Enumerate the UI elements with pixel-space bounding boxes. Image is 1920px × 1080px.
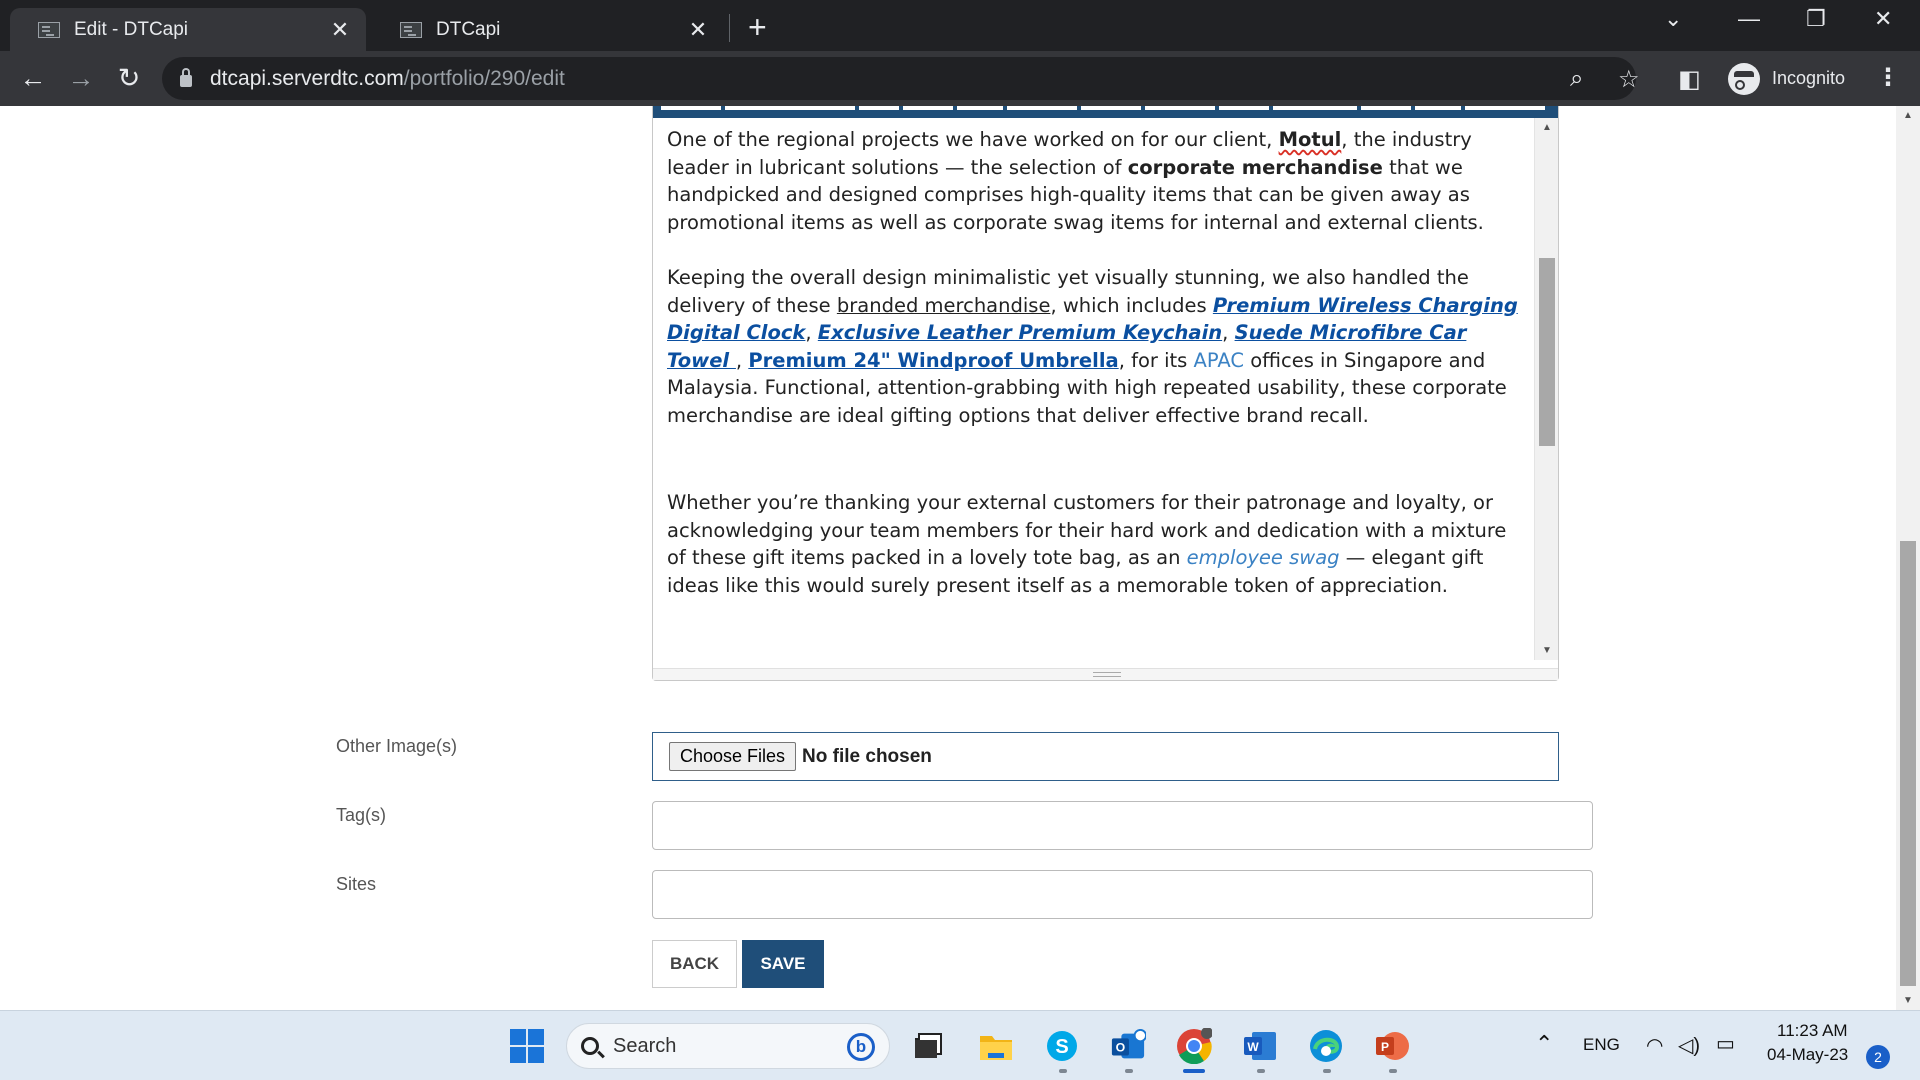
tab-edit-dtcapi[interactable]: [10, 8, 366, 51]
editor-paragraph-2: Keeping the overall design minimalistic yet visually stunning, we also handled the delivery of these branded merchandise, which includes Premium Wireless Charging Digital Clock, Exclusive Leather Premium Keychain, Suede Microfibre Car Towel , Premium 24" Windproof Umbrella, for its APAC offices in Singapore and Malaysia. Functional, attention-grabbing with high repeated usability, these corporate merchandise are ideal gifting options that deliver effective brand recall.: [667, 266, 1518, 427]
volume-icon[interactable]: ◁): [1678, 1035, 1701, 1057]
search-icon: [581, 1037, 599, 1055]
employee-swag-link[interactable]: employee swag: [1186, 546, 1340, 569]
page-scroll-down-icon[interactable]: ▼: [1903, 995, 1913, 1006]
client-name: Motul: [1278, 128, 1342, 151]
svg-text:S: S: [1055, 1036, 1069, 1058]
chrome-icon[interactable]: [1176, 1028, 1212, 1064]
url-host: dtcapi.serverdtc.com: [210, 66, 404, 90]
windows-taskbar: [0, 1010, 1920, 1080]
browser-toolbar: [0, 51, 1920, 106]
site-favicon-icon: [38, 22, 60, 38]
taskbar-search-box[interactable]: [566, 1023, 890, 1069]
page-scroll-thumb[interactable]: [1900, 541, 1916, 986]
site-favicon-icon: [400, 22, 422, 38]
edge-icon[interactable]: [1308, 1028, 1344, 1064]
scroll-down-arrow-icon[interactable]: ▼: [1542, 645, 1552, 656]
page-scroll-up-icon[interactable]: ▲: [1903, 110, 1913, 121]
wifi-icon[interactable]: ◠: [1646, 1035, 1664, 1057]
address-bar[interactable]: [162, 57, 1640, 100]
browser-tab-strip: [0, 0, 1920, 51]
choose-files-button[interactable]: Choose Files: [669, 742, 796, 771]
close-tab-icon[interactable]: ✕: [688, 16, 708, 42]
apac-link[interactable]: APAC: [1193, 348, 1244, 372]
incognito-label: Incognito: [1772, 68, 1846, 88]
save-button[interactable]: SAVE: [742, 940, 824, 988]
url-path: /portfolio/290/edit: [403, 66, 565, 90]
browser-menu-icon[interactable]: ⋮: [1876, 64, 1900, 91]
bold-phrase: corporate merchandise: [1127, 155, 1383, 179]
minimize-icon[interactable]: —: [1738, 6, 1760, 31]
clock-time[interactable]: 11:23 AM: [1777, 1021, 1848, 1040]
side-panel-icon[interactable]: ◧: [1678, 66, 1701, 93]
lock-icon[interactable]: [180, 75, 192, 87]
editor-toolbar-edge: [653, 106, 1558, 118]
close-tab-icon[interactable]: ✕: [330, 16, 350, 42]
word-icon[interactable]: [1242, 1028, 1278, 1064]
editor-paragraph-1: One of the regional projects we have worked on for our client, Motul, the industry leader in lubricant solutions — the selection of corporate merchandise that we handpicked and designed comprises high-quality items that can be given away as promotional items as well as corporate swag items for internal and external clients.: [667, 128, 1484, 234]
back-arrow-icon[interactable]: ←: [19, 63, 47, 93]
product-link-car-towel[interactable]: Suede Microfibre Car Towel: [667, 321, 1467, 372]
taskbar-search-label: Search: [613, 1034, 677, 1057]
rich-text-editor[interactable]: [652, 106, 1559, 681]
svg-text:W: W: [1247, 1040, 1259, 1054]
incognito-icon: [1728, 63, 1760, 95]
clock-date[interactable]: 04-May-23: [1767, 1045, 1849, 1064]
bookmark-star-icon[interactable]: ☆: [1618, 66, 1640, 93]
zoom-icon[interactable]: ⌕: [1570, 65, 1584, 92]
running-indicator: [1125, 1069, 1133, 1073]
tab-search-chevron-icon[interactable]: ⌄: [1664, 6, 1683, 31]
no-file-chosen-text: No file chosen: [802, 745, 932, 767]
outlook-icon[interactable]: [1110, 1028, 1146, 1064]
running-indicator: [1257, 1069, 1265, 1073]
windows-start-icon[interactable]: [510, 1029, 544, 1063]
incognito-profile[interactable]: [1720, 57, 1845, 100]
product-link-umbrella[interactable]: Premium 24" Windproof Umbrella: [748, 348, 1119, 372]
skype-icon[interactable]: [1044, 1028, 1080, 1064]
battery-icon[interactable]: ▭: [1716, 1033, 1735, 1055]
page-scrollbar[interactable]: [1896, 106, 1920, 1010]
forward-arrow-icon[interactable]: →: [67, 63, 95, 93]
editor-paragraph-3: Whether you’re thanking your external customers for their patronage and loyalty, or acknowledging your team members for their hard work and dedication with a mixture of these gift items packed in a lovely tote bag, as an employee swag — elegant gift ideas like this would surely present itself as a memorable token of appreciation.: [667, 491, 1507, 597]
svg-text:O: O: [1115, 1040, 1126, 1055]
editor-scroll-thumb[interactable]: [1539, 258, 1555, 446]
sites-label: Sites: [336, 874, 377, 894]
running-indicator: [1389, 1069, 1397, 1073]
new-tab-plus-icon[interactable]: +: [748, 9, 767, 45]
back-button[interactable]: BACK: [652, 940, 737, 988]
reload-icon[interactable]: ↻: [117, 63, 141, 93]
running-indicator: [1323, 1069, 1331, 1073]
editor-content[interactable]: [653, 118, 1533, 660]
scroll-up-arrow-icon[interactable]: ▲: [1542, 122, 1552, 133]
product-link-clock[interactable]: Premium Wireless Charging Digital Clock: [667, 293, 1518, 344]
branded-merchandise-text: branded merchandise: [836, 293, 1051, 317]
notification-badge[interactable]: 2: [1866, 1045, 1890, 1069]
tab-title: DTCapi: [436, 18, 501, 40]
tray-overflow-chevron-icon[interactable]: ⌃: [1535, 1031, 1554, 1056]
close-window-icon[interactable]: ✕: [1874, 6, 1893, 31]
powerpoint-icon[interactable]: [1374, 1028, 1410, 1064]
tab-divider: [729, 14, 730, 42]
input-language[interactable]: ENG: [1583, 1035, 1620, 1054]
product-link-keychain[interactable]: Exclusive Leather Premium Keychain: [817, 321, 1223, 344]
bing-icon[interactable]: b: [847, 1033, 875, 1061]
tags-label: Tag(s): [336, 805, 387, 825]
svg-text:P: P: [1380, 1040, 1390, 1054]
active-indicator: [1183, 1069, 1205, 1073]
page-content: [0, 106, 1920, 1010]
task-view-icon[interactable]: [910, 1028, 946, 1064]
restore-icon[interactable]: ❐: [1806, 6, 1826, 31]
tab-dtcapi[interactable]: [372, 8, 724, 51]
file-explorer-icon[interactable]: [978, 1028, 1014, 1064]
editor-scrollbar[interactable]: [1534, 118, 1558, 660]
tab-title: Edit - DTCapi: [74, 18, 189, 40]
sites-input[interactable]: [652, 870, 1593, 919]
editor-resize-handle[interactable]: [653, 668, 1558, 680]
tags-input[interactable]: [652, 801, 1593, 850]
other-images-label: Other Image(s): [336, 736, 458, 756]
running-indicator: [1059, 1069, 1067, 1073]
other-images-file-input[interactable]: [652, 732, 1559, 781]
